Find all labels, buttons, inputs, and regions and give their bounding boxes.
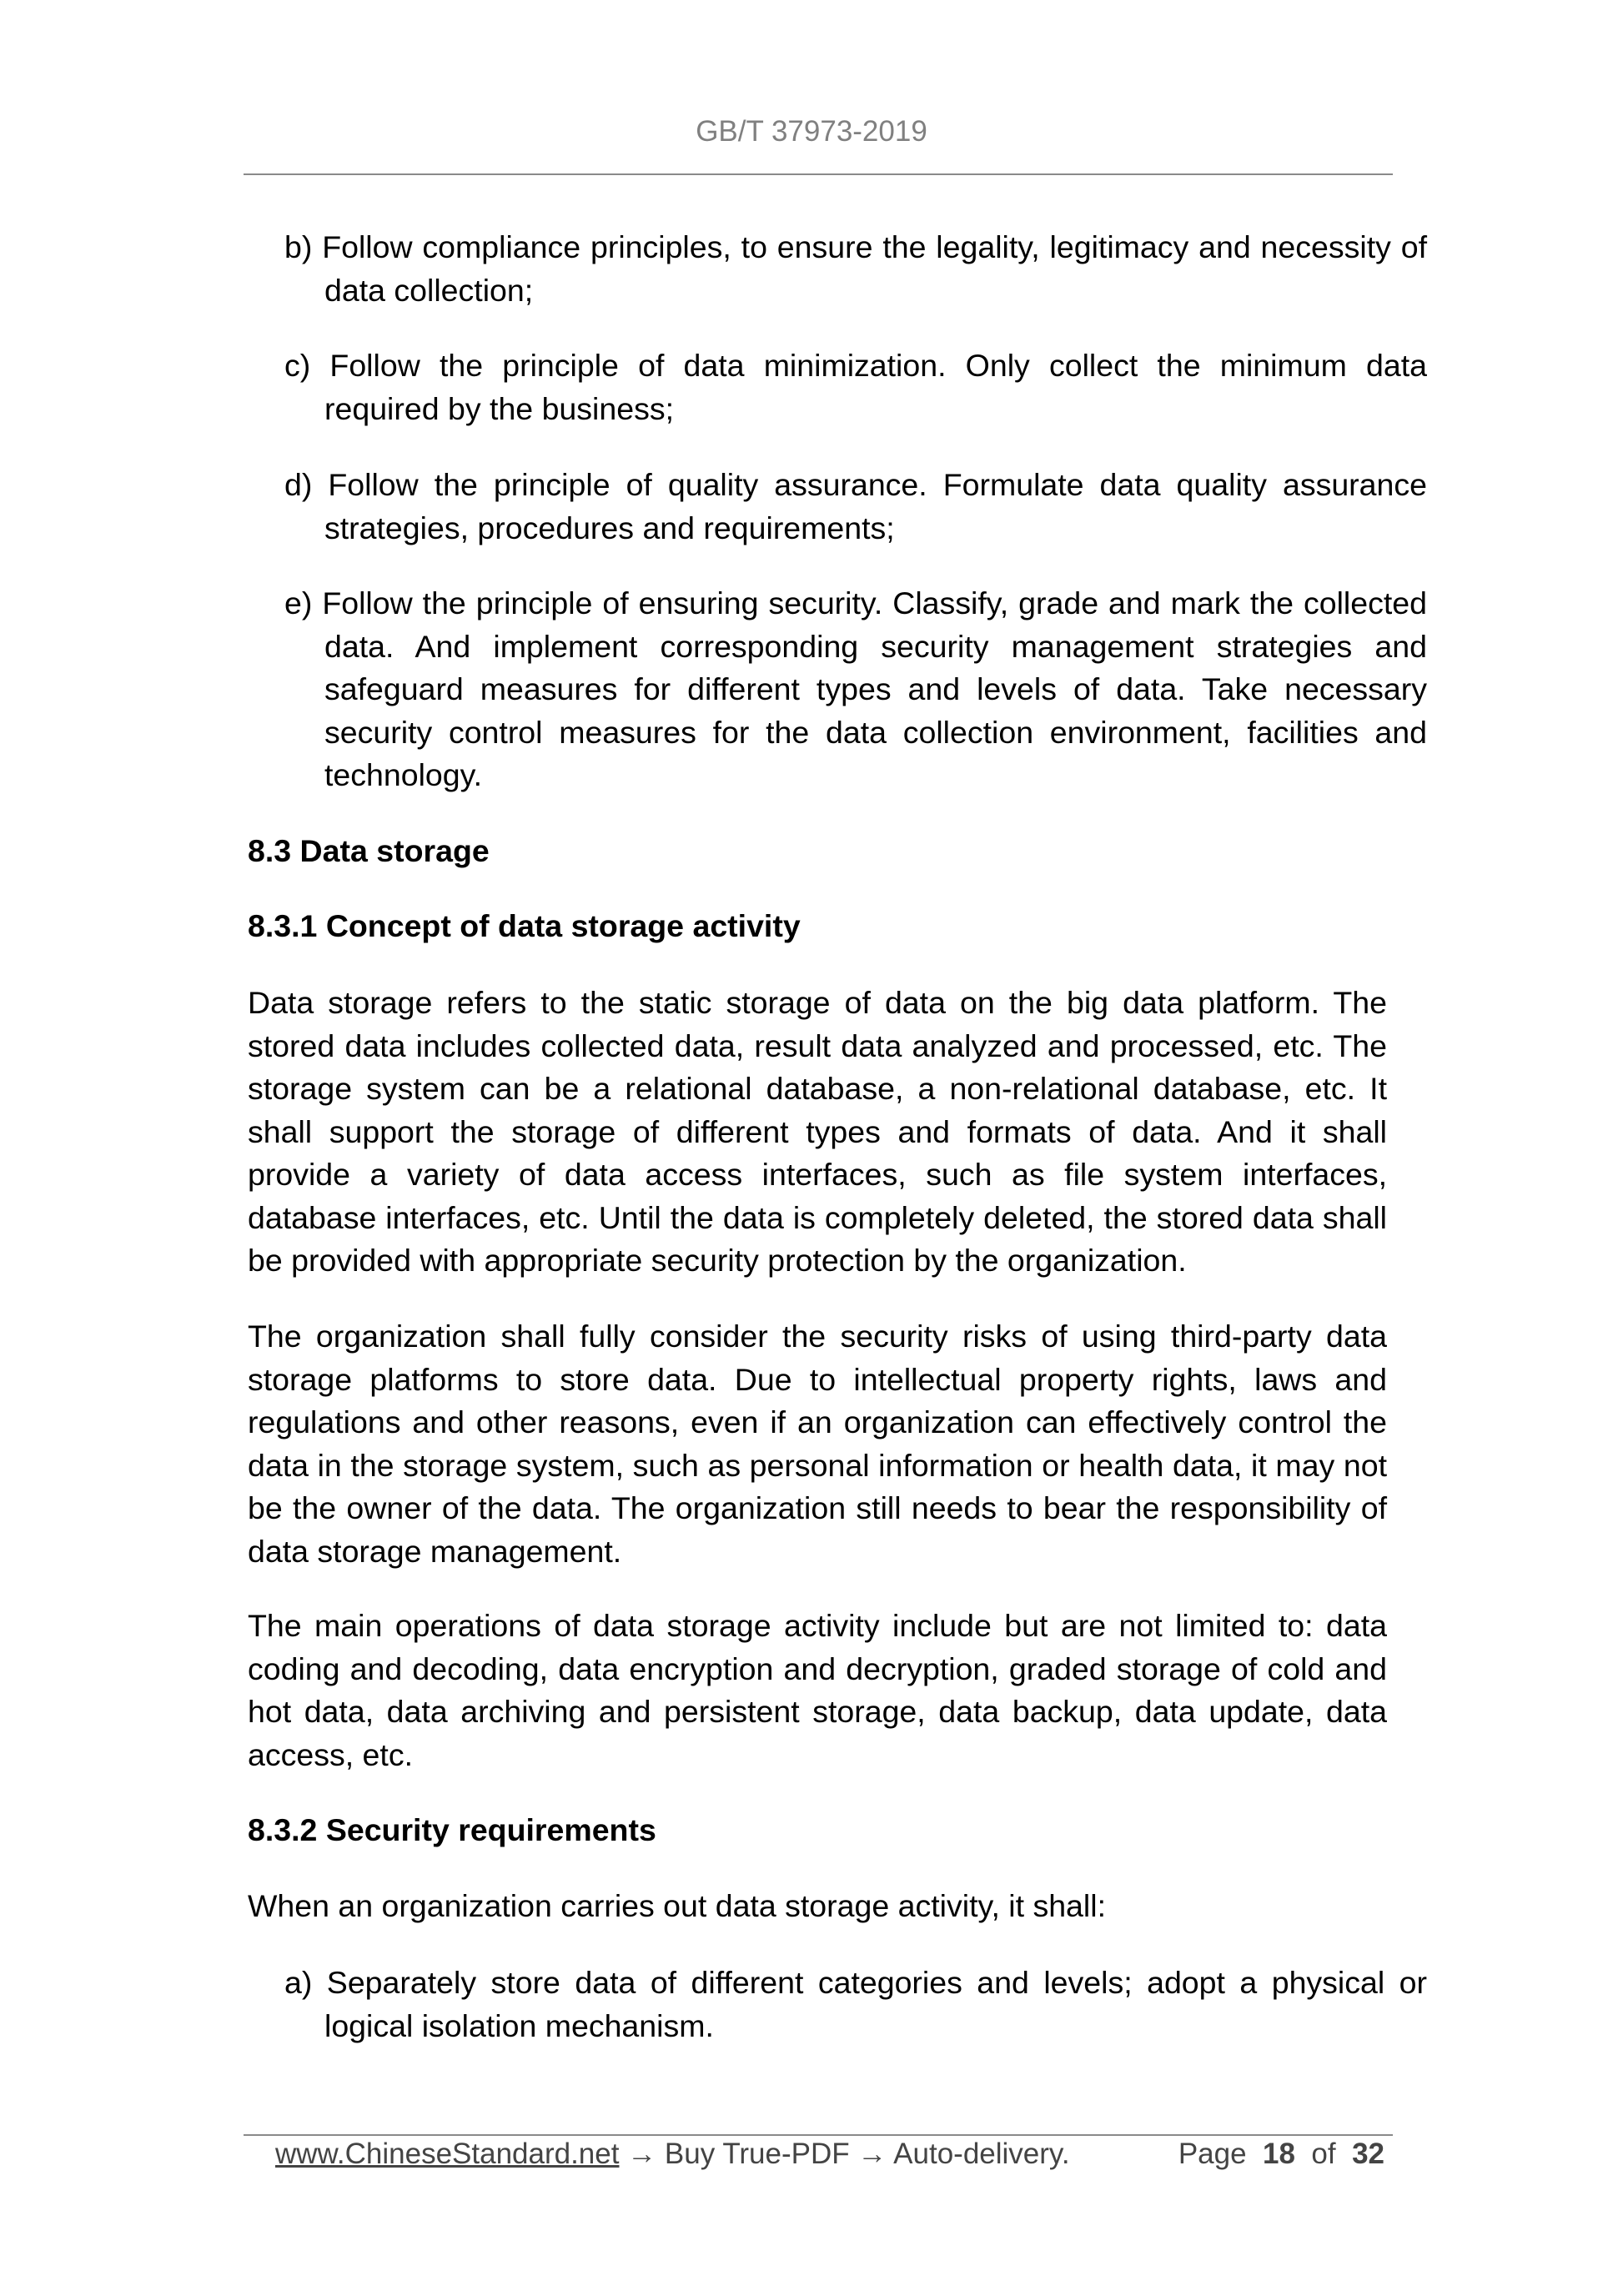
list-item-c: c) Follow the principle of data minimization. Only collect the minimum data required by the business; <box>284 348 1427 426</box>
footer <box>275 2138 1384 2171</box>
page-indicator: Page 18 of 32 <box>1178 2138 1384 2170</box>
website-link[interactable]: www.ChineseStandard.net <box>275 2138 620 2170</box>
page-total: 32 <box>1352 2138 1384 2170</box>
list-item-a: a) Separately store data of different categories and levels; adopt a physical or logical isolation mechanism. <box>284 1965 1427 2043</box>
header-divider <box>244 173 1393 175</box>
document-id-header: GB/T 37973-2019 <box>696 115 927 148</box>
section-heading: 8.3 Data storage <box>248 833 490 868</box>
footer-divider <box>244 2134 1393 2136</box>
paragraph: The organization shall fully consider the security risks of using third-party data storage platforms to store data. Due to intellectual property rights, laws and regulations and other reasons, even if an organization can effectively control the data in the storage system, such as personal information or health data, it may not be the owner of the data. The organization still needs to bear the responsibility of data storage management. <box>248 1319 1387 1569</box>
promo-text: → Buy True-PDF → Auto-delivery. <box>619 2138 1070 2170</box>
paragraph: When an organization carries out data storage activity, it shall: <box>248 1888 1106 1923</box>
list-item-e: e) Follow the principle of ensuring security. Classify, grade and mark the collected data. And implement corresponding security management strategies and safeguard measures for different types and levels of data. Take necessary security control measures for the data collection environment, facilities and technology. <box>284 585 1427 792</box>
subsection-heading: 8.3.2 Security requirements <box>248 1812 656 1847</box>
list-item-b: b) Follow compliance principles, to ensure the legality, legitimacy and necessity of data collection; <box>284 229 1427 308</box>
list-item-d: d) Follow the principle of quality assurance. Formulate data quality assurance strategies, procedures and requirements; <box>284 467 1427 545</box>
page-number: 18 <box>1263 2138 1295 2170</box>
paragraph: The main operations of data storage activity include but are not limited to: data coding and decoding, data encryption and decryption, graded storage of cold and hot data, data archiving and persistent storage, data backup, data update, data access, etc. <box>248 1608 1387 1772</box>
paragraph: Data storage refers to the static storage of data on the big data platform. The stored data includes collected data, result data analyzed and processed, etc. The storage system can be a relational database, a non-relational database, etc. It shall support the storage of different types and formats of data. And it shall provide a variety of data access interfaces, such as file system interfaces, database interfaces, etc. Until the data is completely deleted, the stored data shall be provided with appropriate security protection by the organization. <box>248 985 1387 1278</box>
footer-promo <box>275 2138 1070 2171</box>
subsection-heading: 8.3.1 Concept of data storage activity <box>248 908 801 943</box>
